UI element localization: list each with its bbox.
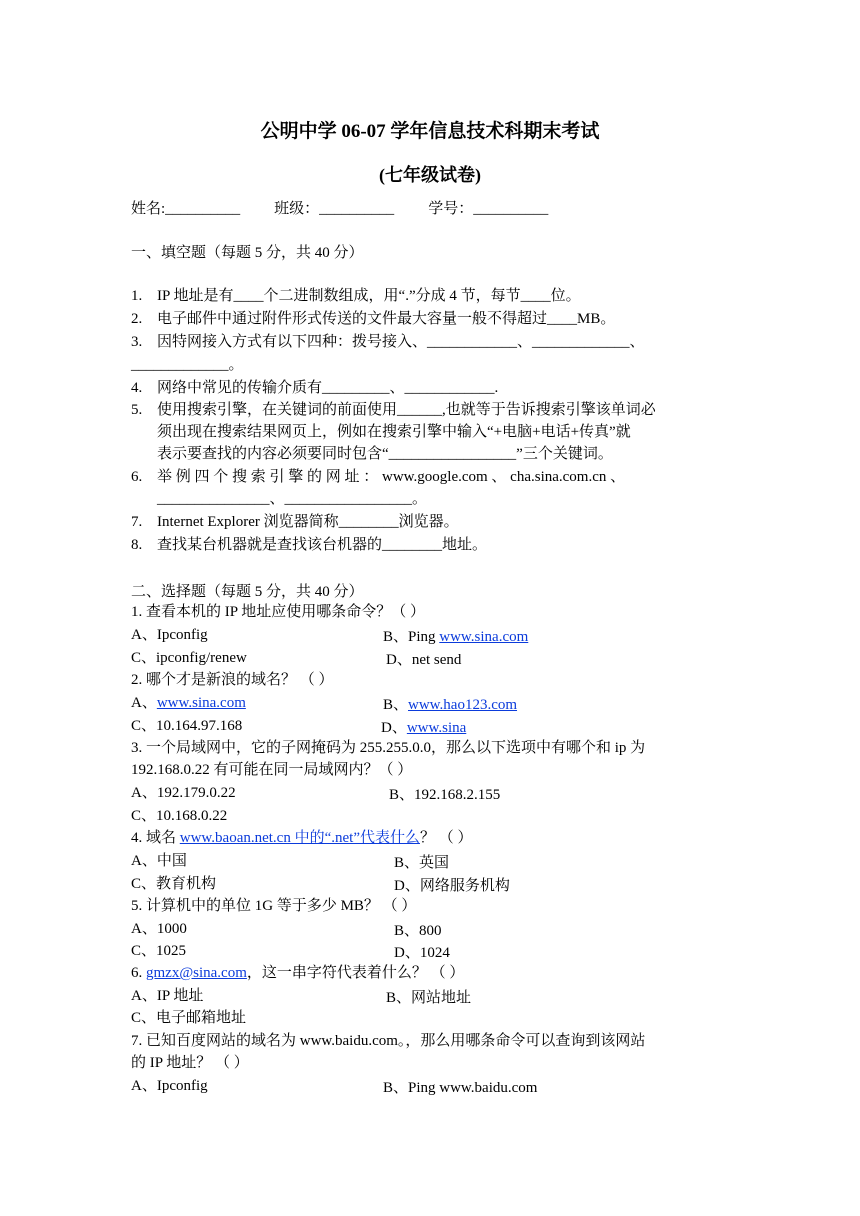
student-info-line — [131, 197, 582, 218]
choice-q2-option-a: A、www.sina.com — [131, 695, 246, 711]
choice-q4-option-b: B、英国 — [394, 855, 450, 871]
choice-q7: 7. 已知百度网站的域名为 www.baidu.com。，那么用哪条命令可以查询到该网站 — [131, 1033, 646, 1049]
choice-q5-option-b: B、800 — [394, 923, 442, 939]
fill-q5-cont2: 表示要查找的内容必须要同时包含“_________________”三个关键词。 — [157, 446, 613, 462]
fill-q1: 1. IP 地址是有____个二进制数组成，用“.”分成 4 节，每节____位。 — [131, 288, 581, 304]
section-choice-heading: 二、选择题（每题 5 分，共 40 分） — [131, 584, 364, 600]
choice-q1-option-c: C、ipconfig/renew — [131, 650, 247, 666]
choice-q4-option-c: C、教育机构 — [131, 876, 217, 892]
choice-q3-cont: 192.168.0.22 有可能在同一局域网内？（ ） — [131, 762, 413, 778]
sina-short-link[interactable]: www.sina — [406, 720, 467, 736]
choice-q2: 2. 哪个才是新浪的域名？ （ ） — [131, 672, 334, 688]
choice-q1-option-d: D、net send — [386, 652, 462, 668]
fill-q6-cont: _______________、_________________。 — [157, 491, 428, 507]
choice-q3: 3. 一个局域网中，它的子网掩码为 255.255.0.0，那么以下选项中有哪个和 ip 为 — [131, 740, 646, 756]
fill-q7: 7. Internet Explorer 浏览器简称________浏览器。 — [131, 514, 459, 530]
fill-q4: 4. 网络中常见的传输介质有_________、____________. — [131, 380, 499, 396]
choice-q6-option-b: B、网站地址 — [386, 990, 472, 1006]
choice-q7-option-b: B、Ping www.baidu.com — [383, 1080, 538, 1096]
choice-q4: 4. 域名 www.baoan.net.cn 中的“.net”代表什么？ （ ） — [131, 830, 473, 846]
sina-link[interactable]: www.sina.com — [156, 695, 246, 711]
fill-q3-cont: _____________。 — [131, 357, 244, 373]
choice-q1-option-b: B、Ping www.sina.com — [383, 629, 529, 645]
choice-q5-option-d: D、1024 — [394, 945, 450, 961]
section-fill-blank-heading: 一、填空题（每题 5 分，共 40 分） — [131, 245, 364, 261]
page-title: 公明中学 06-07 学年信息技术科期末考试 — [260, 121, 600, 142]
fill-q6: 6. 举 例 四 个 搜 索 引 擎 的 网 址 ： www.google.com 、 cha.sina.com.cn 、 — [131, 469, 626, 485]
name-field: 姓名:__________ — [131, 201, 241, 217]
fill-q5-cont1: 须出现在搜索结果网页上，例如在搜索引擎中输入“+电脑+电话+传真”就 — [157, 424, 631, 440]
fill-q5: 5. 使用搜索引擎，在关键词的前面使用______,也就等于告诉搜索引擎该单词必 — [131, 402, 656, 418]
choice-q7-option-a: A、Ipconfig — [131, 1078, 208, 1094]
choice-q2-option-b: B、www.hao123.com — [383, 697, 518, 713]
choice-q6-option-c: C、电子邮箱地址 — [131, 1010, 247, 1026]
sina-link[interactable]: www.sina.com — [439, 629, 529, 645]
choice-q2-option-d: D、www.sina — [381, 720, 467, 736]
fill-q3: 3. 因特网接入方式有以下四种：拨号接入、____________、_____________、 — [131, 334, 645, 350]
choice-q1-option-a: A、Ipconfig — [131, 627, 208, 643]
choice-q5: 5. 计算机中的单位 1G 等于多少 MB？ （ ） — [131, 898, 417, 914]
fill-q8: 8. 查找某台机器就是查找该台机器的________地址。 — [131, 537, 488, 553]
choice-q6-option-a: A、IP 地址 — [131, 988, 204, 1004]
choice-q4-option-d: D、网络服务机构 — [394, 878, 510, 894]
baoan-link[interactable]: www.baoan.net.cn 中的“.net”代表什么 — [179, 830, 420, 846]
choice-q3-option-b: B、192.168.2.155 — [389, 787, 501, 803]
page-subtitle: (七年级试卷) — [379, 165, 481, 185]
choice-q7-cont: 的 IP 地址？ （ ） — [131, 1055, 249, 1071]
choice-q1: 1. 查看本机的 IP 地址应使用哪条命令？（ ） — [131, 604, 426, 620]
choice-q4-option-a: A、中国 — [131, 853, 187, 869]
class-field: 班级：__________ — [274, 201, 395, 217]
choice-q5-option-a: A、1000 — [131, 921, 187, 937]
choice-q3-option-a: A、192.179.0.22 — [131, 785, 236, 801]
fill-q2: 2. 电子邮件中通过附件形式传送的文件最大容量一般不得超过____MB。 — [131, 311, 616, 327]
choice-q5-option-c: C、1025 — [131, 943, 187, 959]
hao123-link[interactable]: www.hao123.com — [408, 697, 518, 713]
choice-q3-option-c: C、10.168.0.22 — [131, 808, 228, 824]
email-link[interactable]: gmzx@sina.com — [146, 965, 247, 981]
id-field: 学号：__________ — [428, 201, 549, 217]
choice-q2-option-c: C、10.164.97.168 — [131, 718, 243, 734]
choice-q6: 6. gmzx@sina.com，这一串字符代表着什么？ （ ） — [131, 965, 465, 981]
